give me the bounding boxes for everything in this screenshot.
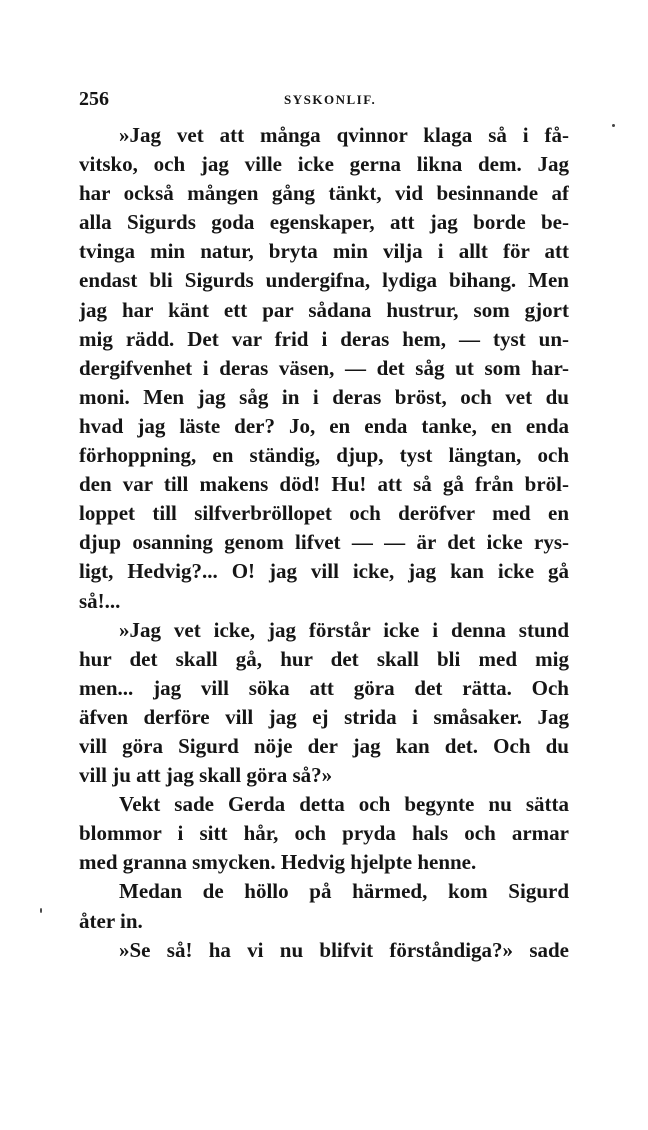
text-line: ligt, Hedvig?... O! jag vill icke, jag kan icke gå: [79, 559, 569, 584]
text-line: Vekt sade Gerda detta och begynte nu sätta: [119, 792, 569, 817]
text-line: alla Sigurds goda egenskaper, att jag borde be-: [79, 210, 569, 235]
text-line: endast bli Sigurds undergifna, lydiga bihang. Men: [79, 268, 569, 293]
text-line: blommor i sitt hår, och pryda hals och armar: [79, 821, 569, 846]
text-line: djup osanning genom lifvet — — är det icke rys-: [79, 530, 569, 555]
text-line: har också mången gång tänkt, vid besinnande af: [79, 181, 569, 206]
text-line: loppet till silfverbröllopet och deröfver med en: [79, 501, 569, 526]
text-line: moni. Men jag såg in i deras bröst, och vet du: [79, 384, 569, 409]
specks: [40, 908, 42, 913]
text-line: jag har känt ett par sådana hustrur, som gjort: [79, 297, 569, 322]
text-line: vill ju att jag skall göra så?»: [79, 763, 333, 788]
text-line: vill göra Sigurd nöje der jag kan det. Och du: [79, 733, 569, 758]
page-number: 256: [79, 88, 109, 110]
running-head: SYSKONLIF.: [284, 92, 377, 107]
text-line: mig rädd. Det var frid i deras hem, — tyst un-: [79, 326, 569, 351]
body-text: [79, 121, 569, 965]
text-line: åter in.: [79, 908, 143, 933]
text-line: Medan de höllo på härmed, kom Sigurd: [119, 879, 569, 904]
text-line: hur det skall gå, hur det skall bli med mig: [79, 646, 569, 671]
text-line: »Se så! ha vi nu blifvit förståndiga?» sade: [119, 937, 569, 962]
text-line: hvad jag läste der? Jo, en enda tanke, en enda: [79, 413, 569, 438]
text-line: med granna smycken. Hedvig hjelpte henne.: [79, 850, 477, 875]
text-line: så!...: [79, 588, 121, 613]
specks: [612, 124, 615, 127]
text-line: »Jag vet icke, jag förstår icke i denna stund: [119, 617, 569, 642]
text-line: äfven derföre vill jag ej strida i småsaker. Jag: [79, 704, 569, 729]
text-line: »Jag vet att många qvinnor klaga så i få-: [119, 123, 569, 147]
page-header: [79, 88, 569, 118]
text-line: vitsko, och jag ville icke gerna likna dem. Jag: [79, 152, 569, 177]
text-line: den var till makens död! Hu! att så gå från bröl-: [79, 472, 569, 497]
text-line: dergifvenhet i deras väsen, — det såg ut som har-: [79, 355, 569, 380]
text-line: förhoppning, en ständig, djup, tyst längtan, och: [79, 443, 569, 468]
text-line: men... jag vill söka att göra det rätta. Och: [79, 675, 569, 700]
text-line: tvinga min natur, bryta min vilja i allt för att: [79, 239, 569, 264]
